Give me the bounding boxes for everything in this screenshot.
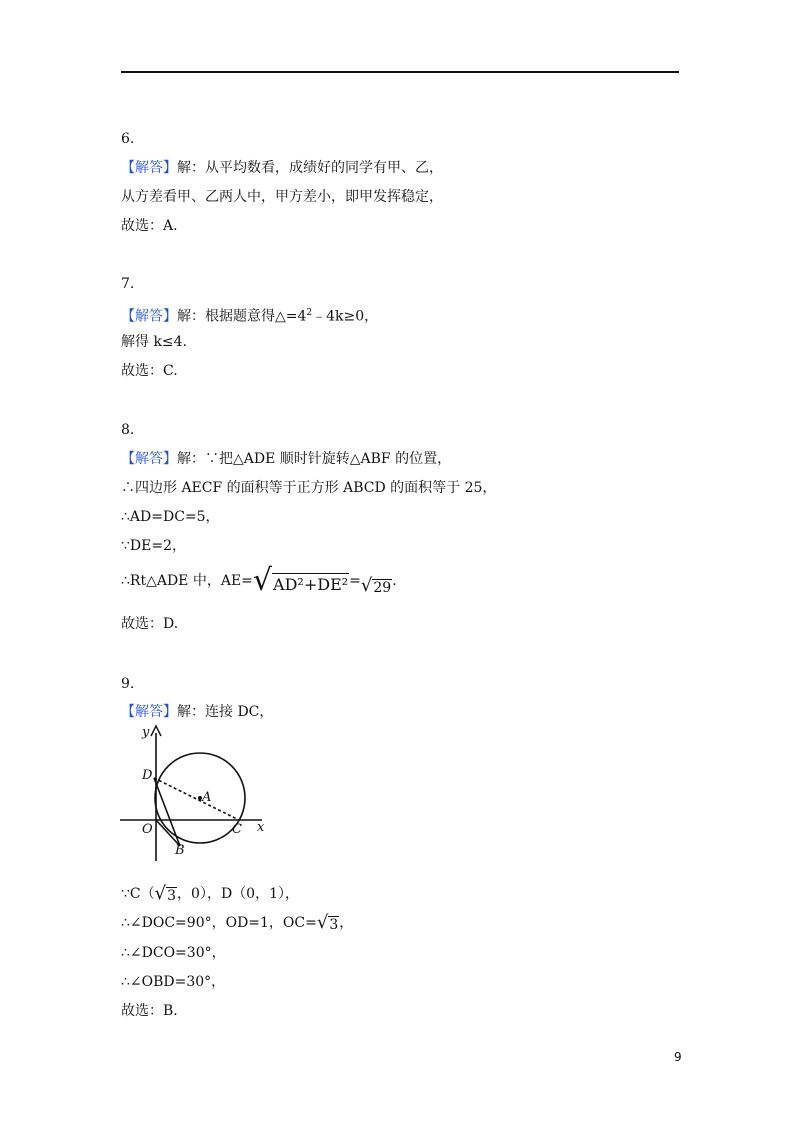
q8-text-5a: ∴Rt△ADE 中，AE= (121, 573, 253, 589)
q6-line-2: 从方差看甲、乙两人中，甲方差小，即甲发挥稳定， (121, 189, 443, 205)
q7-line-3: 故选：C. (121, 363, 178, 379)
label-x: x (257, 820, 265, 835)
q8-line-1 (121, 449, 451, 469)
sqrt-3-second: √ 3 (316, 912, 339, 933)
q8-equals: = (349, 573, 361, 589)
label-d: D (142, 768, 153, 783)
answer-tag: 【解答】 (121, 704, 177, 720)
q9-line-3 (121, 913, 353, 933)
q9-text-2a: ∵C（ (121, 886, 155, 902)
sqrt-ad2-de2: √ AD²+DE² (252, 563, 349, 598)
q9-line-5: ∴∠OBD=30°， (121, 974, 226, 990)
q8-period: . (392, 573, 397, 589)
q8-line-3: ∴AD=DC=5， (121, 509, 220, 525)
label-b: B (175, 843, 185, 858)
label-o: O (142, 822, 153, 837)
q8-number: 8. (121, 422, 135, 438)
q9-line-1 (121, 702, 273, 722)
answer-tag: 【解答】 (121, 308, 177, 325)
q7-text-1b: ﹣4k≥0， (312, 308, 379, 325)
radicand-ad2-de2: AD²+DE² (273, 575, 349, 594)
q7-superscript: 2 (306, 308, 313, 318)
q7-number: 7. (121, 276, 135, 292)
q9-number: 9. (121, 676, 135, 692)
label-y: y (142, 725, 150, 740)
q7-line-2: 解得 k≤4. (121, 334, 188, 350)
label-a: A (202, 790, 212, 805)
sqrt-3-first: √ 3 (154, 883, 177, 904)
page-number: 9 (674, 1050, 682, 1064)
q6-text-1: 解：从平均数看，成绩好的同学有甲、乙， (177, 160, 443, 176)
q6-line-3: 故选：A. (121, 218, 178, 234)
q7-text-1a: 解：根据题意得△=4 (177, 308, 307, 325)
sqrt-29: √ 29 (360, 575, 392, 596)
q9-text-3b: ， (339, 915, 354, 931)
radicand-29: 29 (373, 580, 392, 596)
q9-text-3a: ∴∠DOC=90°，OD=1，OC= (121, 915, 317, 931)
q7-line-1 (121, 303, 378, 327)
q8-line-2: ∴四边形 AECF 的面积等于正方形 ABCD 的面积等于 25， (121, 480, 497, 496)
q8-line-4: ∵DE=2， (121, 538, 186, 554)
segment-dc-dashed (154, 778, 239, 820)
answer-tag: 【解答】 (121, 451, 177, 467)
circle-geometry-figure (118, 723, 278, 863)
q6-number: 6. (121, 131, 135, 147)
q8-text-1: 解：∵把△ADE 顺时针旋转△ABF 的位置， (177, 451, 452, 467)
q9-text-1: 解：连接 DC， (177, 704, 274, 720)
q9-line-2 (121, 884, 299, 904)
q9-text-2b: ，0），D（0，1）， (177, 886, 299, 902)
radicand-3-first: 3 (167, 888, 177, 904)
label-c: C (232, 822, 242, 837)
header-rule (121, 71, 679, 73)
answer-tag: 【解答】 (121, 160, 177, 176)
radicand-3-second: 3 (329, 917, 339, 933)
q8-line-6: 故选：D. (121, 616, 179, 632)
q9-line-4: ∴∠DCO=30°， (121, 945, 226, 961)
q6-line-1 (121, 158, 443, 178)
q8-line-5 (121, 563, 397, 598)
q9-line-6: 故选：B. (121, 1003, 178, 1019)
